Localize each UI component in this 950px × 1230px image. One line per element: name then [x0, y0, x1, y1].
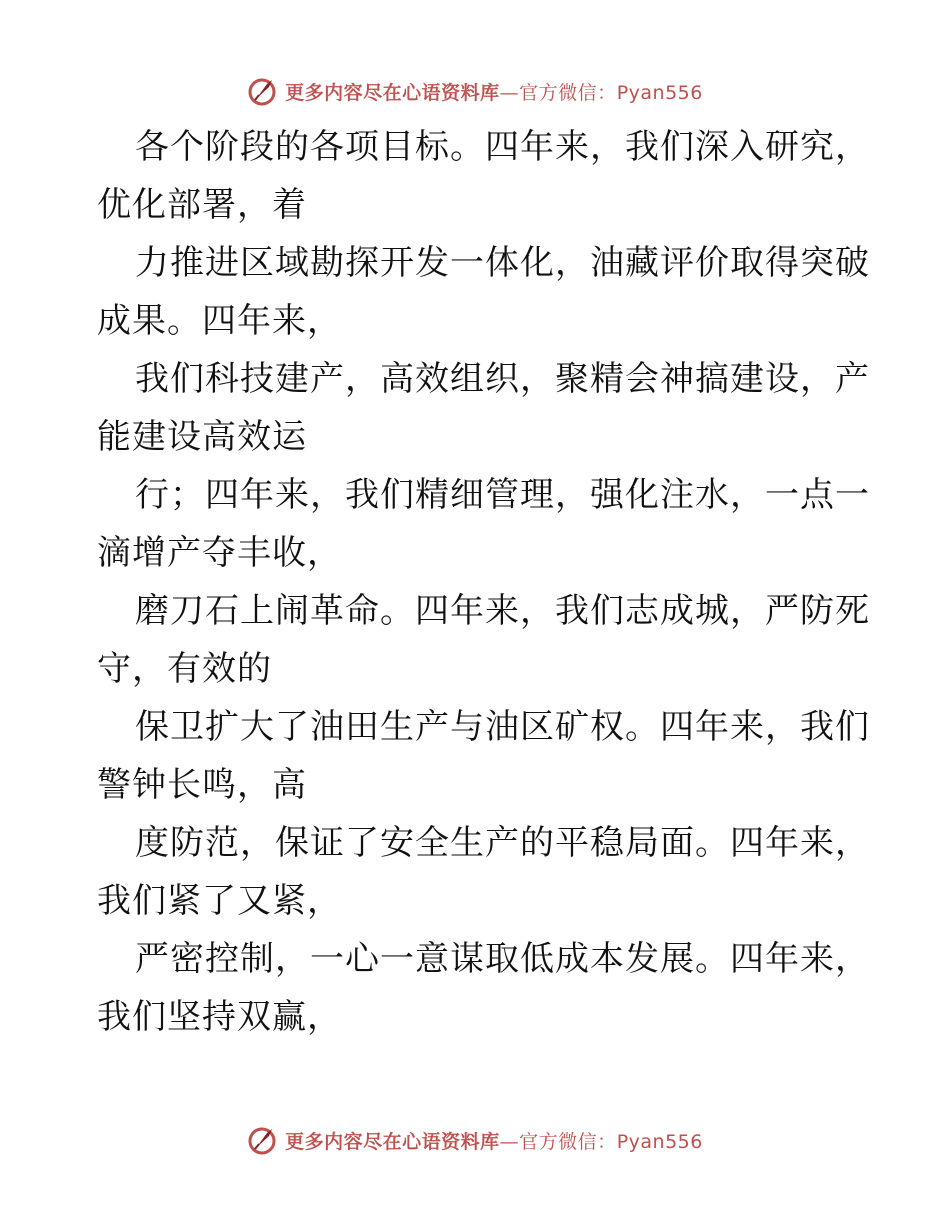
text-line: 磨刀石上闹革命。四年来，我们志成城，严防死: [135, 591, 870, 631]
text-line: 守，有效的: [97, 649, 272, 689]
text-line: 保卫扩大了油田生产与油区矿权。四年来，我们: [135, 707, 870, 747]
text-line: 警钟长鸣，高: [97, 765, 307, 805]
banner-wechat-label: 官方微信：: [519, 81, 617, 104]
document-body: [97, 118, 870, 1046]
banner-title: 更多内容尽在心语资料库: [285, 1130, 500, 1153]
text-line: 滴增产夺丰收，: [97, 533, 342, 573]
text-line: 度防范，保证了安全生产的平稳局面。四年来，: [135, 823, 870, 863]
text-line: 优化部署，着: [97, 185, 307, 225]
text-line: 我们科技建产，高效组织，聚精会神搞建设，产: [135, 359, 870, 399]
text-line: 各个阶段的各项目标。四年来，我们深入研究，: [135, 127, 870, 167]
text-line: 严密控制，一心一意谋取低成本发展。四年来，: [135, 939, 870, 979]
text-line: 我们坚持双赢，: [97, 997, 342, 1037]
banner-text: [285, 78, 703, 105]
banner-wechat-label: 官方微信：: [519, 1130, 617, 1153]
banner-separator: —: [499, 1130, 520, 1153]
text-line: 我们紧了又紧，: [97, 881, 342, 921]
banner-text: [285, 1127, 703, 1154]
banner-title: 更多内容尽在心语资料库: [285, 81, 500, 104]
banner-wechat-id: Pyan556: [616, 81, 703, 104]
text-line: 行；四年来，我们精细管理，强化注水，一点一: [135, 475, 870, 515]
banner-separator: —: [499, 81, 520, 104]
quill-logo-icon: [247, 75, 279, 107]
text-line: 能建设高效运: [97, 417, 307, 457]
header-banner: [0, 71, 950, 111]
footer-banner: [0, 1120, 950, 1160]
banner-wechat-id: Pyan556: [616, 1130, 703, 1153]
text-line: 力推进区域勘探开发一体化，油藏评价取得突破: [135, 243, 870, 283]
quill-logo-icon: [247, 1124, 279, 1156]
text-line: 成果。四年来，: [97, 301, 342, 341]
